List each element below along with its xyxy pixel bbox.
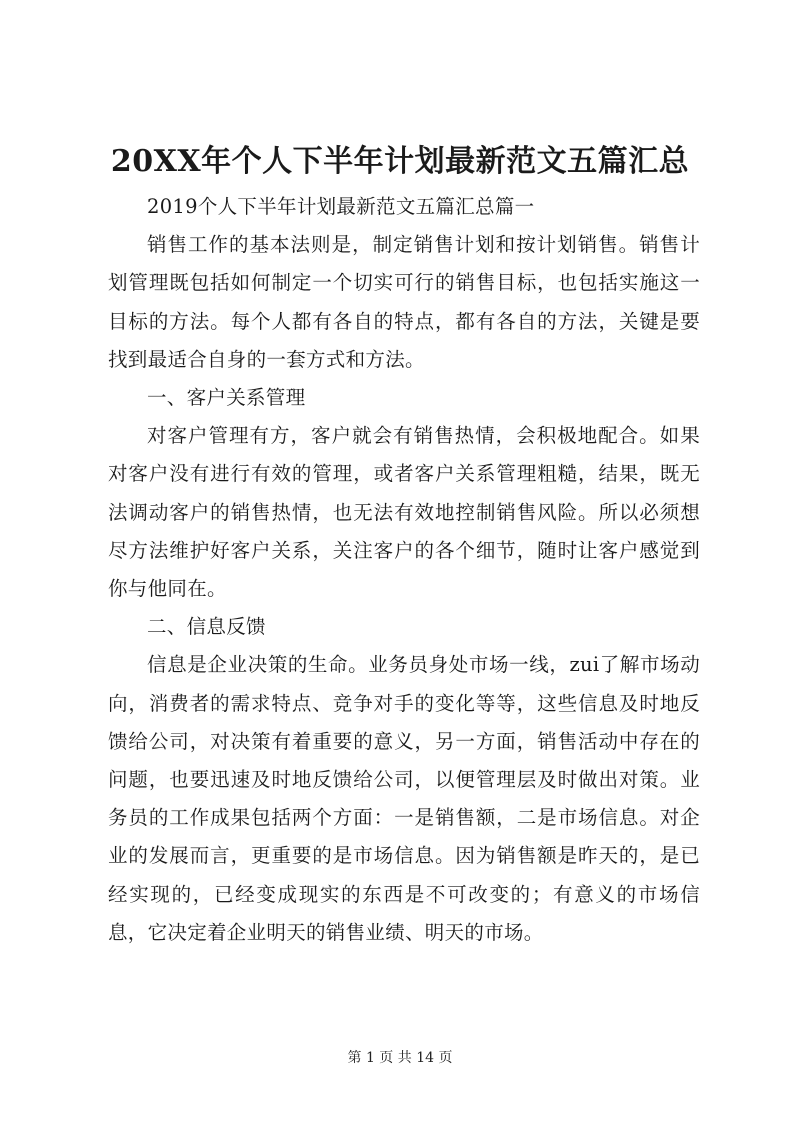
document-title: 20XX年个人下半年计划最新范文五篇汇总 [110, 144, 690, 179]
page-number: 第 1 页 共 14 页 [347, 1050, 453, 1066]
section-heading-customer-relations: 一、客户关系管理 [147, 386, 306, 410]
paragraph-information-feedback: 信息是企业决策的生命。业务员身处市场一线，zui了解市场动向，消费者的需求特点、竞争对手的变化等等，这些信息及时地反馈给公司，对决策有着重要的意义，另一方面，销售活动中存在的问题，也要迅速及时地反馈给公司，以便管理层及时做出对策。业务员的工作成果包括两个方面：一是销售额，二是市场信息。对企业的发展而言，更重要的是市场信息。因为销售额是昨天的，是已经实现的，已经变成现实的东西是不可改变的；有意义的市场信息，它决定着企业明天的销售业绩、明天的市场。 [108, 653, 700, 944]
paragraph-sales-principles: 销售工作的基本法则是，制定销售计划和按计划销售。销售计划管理既包括如何制定一个切实可行的销售目标，也包括实施这一目标的方法。每个人都有各自的特点，都有各自的方法，关键是要找到最适合自身的一套方式和方法。 [108, 233, 700, 371]
document-subtitle: 2019个人下半年计划最新范文五篇汇总篇一 [147, 195, 535, 218]
document-body [108, 188, 700, 952]
paragraph-customer-relations: 对客户管理有方，客户就会有销售热情，会积极地配合。如果对客户没有进行有效的管理，或者客户关系管理粗糙，结果，既无法调动客户的销售热情，也无法有效地控制销售风险。所以必须想尽方法维护好客户关系，关注客户的各个细节，随时让客户感觉到你与他同在。 [108, 424, 700, 601]
section-heading-information-feedback: 二、信息反馈 [147, 615, 266, 639]
